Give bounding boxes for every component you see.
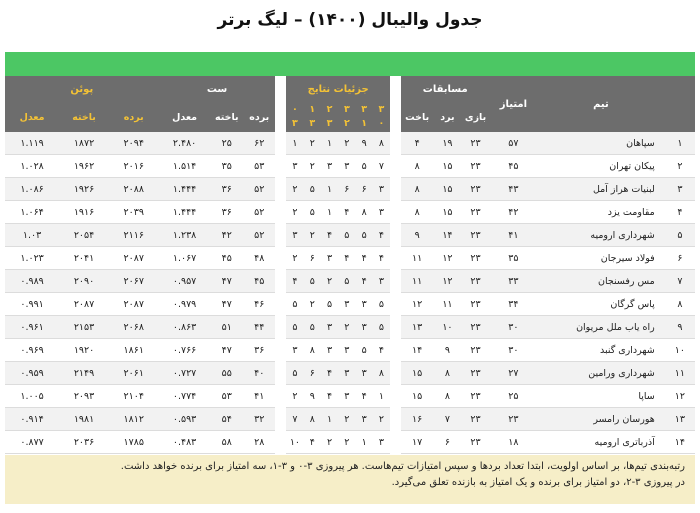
cell-pts-won: ۲۰۱۶ bbox=[109, 155, 159, 178]
cell-pts-won: ۲۰۳۹ bbox=[109, 201, 159, 224]
table-row bbox=[5, 316, 695, 339]
cell-r31: ۵ bbox=[356, 155, 373, 178]
cell-lost: ۱۲ bbox=[401, 293, 433, 316]
cell-r30: ۸ bbox=[373, 362, 390, 385]
sets-ratio-header: معدل bbox=[159, 102, 211, 132]
cell-sets-lost: ۵۸ bbox=[211, 431, 243, 454]
cell-pts-won: ۲۰۸۸ bbox=[109, 178, 159, 201]
table-row bbox=[5, 132, 695, 155]
cell-lost: ۱۷ bbox=[401, 431, 433, 454]
cell-r31: ۴ bbox=[356, 247, 373, 270]
cell-lost: ۱۳ bbox=[401, 316, 433, 339]
cell-r31: ۶ bbox=[356, 178, 373, 201]
team-header: تیم bbox=[537, 76, 665, 132]
cell-points: ۳۵ bbox=[490, 247, 538, 270]
cell-r30: ۳ bbox=[373, 201, 390, 224]
cell-pts-won: ۲۰۸۷ bbox=[109, 293, 159, 316]
cell-played: ۲۳ bbox=[461, 178, 489, 201]
cell-pts-won: ۲۰۶۱ bbox=[109, 362, 159, 385]
standings-table bbox=[5, 76, 695, 454]
cell-pts-lost: ۱۹۶۲ bbox=[59, 155, 109, 178]
cell-pts-ratio: ۱.۰۶۴ bbox=[5, 201, 59, 224]
cell-team: مس رفسنجان bbox=[537, 270, 665, 293]
rank-header bbox=[665, 76, 695, 132]
cell-pts-ratio: ۰.۹۶۹ bbox=[5, 339, 59, 362]
cell-r30: ۳ bbox=[373, 431, 390, 454]
cell-pts-lost: ۱۸۷۲ bbox=[59, 132, 109, 155]
cell-r32: ۵ bbox=[338, 270, 355, 293]
cell-points: ۳۰ bbox=[490, 316, 538, 339]
cell-r31: ۳ bbox=[356, 316, 373, 339]
cell-sets-won: ۴۴ bbox=[243, 316, 275, 339]
cell-points: ۳۳ bbox=[490, 270, 538, 293]
result-0-3-header: ۰ ۳ bbox=[286, 102, 303, 132]
sets-lost-header: باخته bbox=[211, 102, 243, 132]
header-accent-bar bbox=[5, 52, 695, 76]
cell-r32: ۲ bbox=[338, 316, 355, 339]
cell-sets-lost: ۴۷ bbox=[211, 339, 243, 362]
cell-r23: ۴ bbox=[321, 362, 338, 385]
cell-r23: ۴ bbox=[321, 385, 338, 408]
cell-pts-lost: ۲۱۵۳ bbox=[59, 316, 109, 339]
cell-r31: ۳ bbox=[356, 293, 373, 316]
cell-sets-lost: ۴۲ bbox=[211, 224, 243, 247]
ranking-note bbox=[5, 455, 695, 504]
cell-played: ۲۳ bbox=[461, 224, 489, 247]
cell-r13: ۲ bbox=[304, 132, 321, 155]
cell-team: لبنیات هراز آمل bbox=[537, 178, 665, 201]
cell-pts-lost: ۲۰۴۱ bbox=[59, 247, 109, 270]
note-line-1: رتبه‌بندی تیم‌ها، بر اساس اولویت، ابتدا تعداد بردها و سپس امتیازات تیم‌هاست. هر پیروزی ۳-۰ و ۳-۱، سه امتیاز برای برنده خواهد داشت. bbox=[120, 461, 685, 472]
cell-won: ۸ bbox=[433, 385, 461, 408]
cell-sets-ratio: ۱.۲۳۸ bbox=[159, 224, 211, 247]
cell-points: ۴۳ bbox=[490, 178, 538, 201]
cell-r30: ۵ bbox=[373, 316, 390, 339]
cell-r30: ۷ bbox=[373, 155, 390, 178]
cell-r13: ۴ bbox=[304, 431, 321, 454]
cell-team: پیکان تهران bbox=[537, 155, 665, 178]
cell-r13: ۲ bbox=[304, 224, 321, 247]
cell-pts-lost: ۲۰۸۷ bbox=[59, 293, 109, 316]
cell-played: ۲۳ bbox=[461, 431, 489, 454]
cell-pts-ratio: ۱.۰۳ bbox=[5, 224, 59, 247]
cell-rank: ۱ bbox=[665, 132, 695, 155]
cell-r03: ۲ bbox=[286, 247, 303, 270]
cell-r32: ۴ bbox=[338, 201, 355, 224]
cell-lost: ۱۱ bbox=[401, 247, 433, 270]
cell-won: ۱۴ bbox=[433, 224, 461, 247]
cell-r03: ۵ bbox=[286, 316, 303, 339]
cell-r31: ۵ bbox=[356, 224, 373, 247]
cell-pts-ratio: ۱.۰۲۳ bbox=[5, 247, 59, 270]
cell-sets-won: ۴۵ bbox=[243, 270, 275, 293]
cell-won: ۱۹ bbox=[433, 132, 461, 155]
cell-played: ۲۳ bbox=[461, 201, 489, 224]
cell-sets-ratio: ۰.۷۷۴ bbox=[159, 385, 211, 408]
note-line-2: در پیروزی ۳-۲، دو امتیاز برای برنده و یک امتیاز به بازنده تعلق می‌گیرد. bbox=[391, 477, 685, 488]
cell-points: ۲۵ bbox=[490, 385, 538, 408]
cell-sets-lost: ۵۴ bbox=[211, 408, 243, 431]
cell-r30: ۴ bbox=[373, 247, 390, 270]
cell-r23: ۱ bbox=[321, 201, 338, 224]
cell-pts-lost: ۲۱۴۹ bbox=[59, 362, 109, 385]
cell-pts-lost: ۲۰۹۰ bbox=[59, 270, 109, 293]
cell-pts-won: ۱۷۸۵ bbox=[109, 431, 159, 454]
cell-pts-won: ۱۸۱۲ bbox=[109, 408, 159, 431]
cell-team: سپاهان bbox=[537, 132, 665, 155]
cell-sets-lost: ۳۵ bbox=[211, 155, 243, 178]
cell-r32: ۴ bbox=[338, 247, 355, 270]
cell-r32: ۲ bbox=[338, 431, 355, 454]
cell-r13: ۶ bbox=[304, 247, 321, 270]
cell-pts-ratio: ۱.۰۰۵ bbox=[5, 385, 59, 408]
cell-rank: ۸ bbox=[665, 293, 695, 316]
table-row bbox=[5, 339, 695, 362]
cell-pts-ratio: ۰.۹۶۱ bbox=[5, 316, 59, 339]
cell-rank: ۳ bbox=[665, 178, 695, 201]
cell-r03: ۷ bbox=[286, 408, 303, 431]
cell-pts-ratio: ۰.۹۹۱ bbox=[5, 293, 59, 316]
cell-pts-won: ۲۰۹۴ bbox=[109, 132, 159, 155]
cell-team: ساپا bbox=[537, 385, 665, 408]
result-1-3-header: ۱ ۳ bbox=[304, 102, 321, 132]
cell-pts-won: ۱۸۶۱ bbox=[109, 339, 159, 362]
cell-sets-ratio: ۰.۷۶۶ bbox=[159, 339, 211, 362]
cell-r03: ۳ bbox=[286, 339, 303, 362]
cell-r03: ۲ bbox=[286, 178, 303, 201]
cell-sets-lost: ۴۵ bbox=[211, 247, 243, 270]
cell-sets-won: ۴۶ bbox=[243, 293, 275, 316]
cell-r31: ۹ bbox=[356, 132, 373, 155]
cell-rank: ۹ bbox=[665, 316, 695, 339]
cell-played: ۲۳ bbox=[461, 132, 489, 155]
cell-r23: ۵ bbox=[321, 293, 338, 316]
cell-r03: ۴ bbox=[286, 270, 303, 293]
table-row bbox=[5, 201, 695, 224]
cell-r30: ۲ bbox=[373, 408, 390, 431]
cell-won: ۸ bbox=[433, 362, 461, 385]
cell-played: ۲۳ bbox=[461, 155, 489, 178]
cell-sets-lost: ۵۵ bbox=[211, 362, 243, 385]
cell-pts-lost: ۱۹۲۶ bbox=[59, 178, 109, 201]
cell-r32: ۳ bbox=[338, 385, 355, 408]
cell-played: ۲۳ bbox=[461, 316, 489, 339]
cell-pts-ratio: ۱.۰۲۸ bbox=[5, 155, 59, 178]
cell-team: شهرداری ورامین bbox=[537, 362, 665, 385]
cell-pts-lost: ۱۹۲۰ bbox=[59, 339, 109, 362]
cell-sets-ratio: ۰.۵۹۳ bbox=[159, 408, 211, 431]
cell-played: ۲۳ bbox=[461, 247, 489, 270]
cell-r03: ۲ bbox=[286, 385, 303, 408]
cell-r03: ۱ bbox=[286, 132, 303, 155]
cell-r30: ۱ bbox=[373, 385, 390, 408]
cell-sets-ratio: ۲.۴۸۰ bbox=[159, 132, 211, 155]
cell-sets-ratio: ۰.۷۲۷ bbox=[159, 362, 211, 385]
cell-sets-won: ۵۲ bbox=[243, 224, 275, 247]
cell-team: شهرداری ارومیه bbox=[537, 224, 665, 247]
cell-rank: ۱۲ bbox=[665, 385, 695, 408]
cell-r30: ۵ bbox=[373, 293, 390, 316]
cell-played: ۲۳ bbox=[461, 339, 489, 362]
cell-r23: ۱ bbox=[321, 132, 338, 155]
cell-pts-ratio: ۰.۹۵۹ bbox=[5, 362, 59, 385]
cell-r13: ۲ bbox=[304, 293, 321, 316]
cell-team: مقاومت یزد bbox=[537, 201, 665, 224]
cell-won: ۱۵ bbox=[433, 155, 461, 178]
cell-r23: ۴ bbox=[321, 224, 338, 247]
cell-won: ۱۲ bbox=[433, 270, 461, 293]
cell-sets-won: ۶۲ bbox=[243, 132, 275, 155]
cell-sets-won: ۵۳ bbox=[243, 155, 275, 178]
header-row-top bbox=[5, 76, 695, 102]
cell-sets-lost: ۴۷ bbox=[211, 270, 243, 293]
cell-team: آذرباتری ارومیه bbox=[537, 431, 665, 454]
cell-r32: ۳ bbox=[338, 339, 355, 362]
lost-header: باخت bbox=[401, 102, 433, 132]
cell-sets-ratio: ۱.۴۴۴ bbox=[159, 201, 211, 224]
cell-lost: ۱۴ bbox=[401, 339, 433, 362]
cell-sets-ratio: ۰.۴۸۳ bbox=[159, 431, 211, 454]
cell-won: ۶ bbox=[433, 431, 461, 454]
cell-r23: ۲ bbox=[321, 270, 338, 293]
cell-r23: ۳ bbox=[321, 339, 338, 362]
cell-points: ۲۳ bbox=[490, 408, 538, 431]
cell-won: ۱۵ bbox=[433, 178, 461, 201]
cell-r31: ۴ bbox=[356, 270, 373, 293]
cell-team: شهرداری گنبد bbox=[537, 339, 665, 362]
cell-sets-won: ۲۸ bbox=[243, 431, 275, 454]
cell-sets-lost: ۲۵ bbox=[211, 132, 243, 155]
cell-sets-lost: ۵۳ bbox=[211, 385, 243, 408]
cell-played: ۲۳ bbox=[461, 408, 489, 431]
cell-r13: ۵ bbox=[304, 178, 321, 201]
cell-rank: ۱۴ bbox=[665, 431, 695, 454]
cell-sets-ratio: ۰.۹۷۹ bbox=[159, 293, 211, 316]
cell-team: راه یاب ملل مریوان bbox=[537, 316, 665, 339]
cell-pts-lost: ۲۰۵۴ bbox=[59, 224, 109, 247]
cell-r13: ۹ bbox=[304, 385, 321, 408]
page-title: جدول والیبال (۱۴۰۰) – لیگ برتر bbox=[217, 10, 483, 30]
standings-body bbox=[5, 132, 695, 454]
cell-r30: ۳ bbox=[373, 178, 390, 201]
cell-lost: ۱۶ bbox=[401, 408, 433, 431]
cell-pts-ratio: ۰.۹۸۹ bbox=[5, 270, 59, 293]
table-row bbox=[5, 431, 695, 454]
cell-pts-lost: ۲۰۳۶ bbox=[59, 431, 109, 454]
sets-won-header: برده bbox=[243, 102, 275, 132]
cell-lost: ۱۵ bbox=[401, 385, 433, 408]
cell-r30: ۳ bbox=[373, 270, 390, 293]
cell-r31: ۳ bbox=[356, 362, 373, 385]
cell-r13: ۲ bbox=[304, 155, 321, 178]
cell-sets-won: ۵۲ bbox=[243, 178, 275, 201]
cell-pts-won: ۲۰۸۷ bbox=[109, 247, 159, 270]
cell-r13: ۸ bbox=[304, 408, 321, 431]
result-3-2-header: ۳ ۲ bbox=[338, 102, 355, 132]
cell-r32: ۳ bbox=[338, 293, 355, 316]
result-details-header: جزئیات نتایج bbox=[286, 76, 390, 102]
cell-r32: ۳ bbox=[338, 155, 355, 178]
cell-lost: ۸ bbox=[401, 178, 433, 201]
cell-pts-won: ۲۰۶۷ bbox=[109, 270, 159, 293]
cell-r03: ۳ bbox=[286, 224, 303, 247]
cell-team: پاس گرگان bbox=[537, 293, 665, 316]
cell-played: ۲۳ bbox=[461, 362, 489, 385]
cell-r31: ۵ bbox=[356, 339, 373, 362]
pts-ratio-header: معدل bbox=[5, 102, 59, 132]
cell-r30: ۸ bbox=[373, 132, 390, 155]
cell-won: ۱۰ bbox=[433, 316, 461, 339]
cell-r23: ۳ bbox=[321, 155, 338, 178]
cell-points: ۴۲ bbox=[490, 201, 538, 224]
cell-r32: ۳ bbox=[338, 362, 355, 385]
table-row bbox=[5, 362, 695, 385]
cell-r30: ۴ bbox=[373, 224, 390, 247]
cell-lost: ۸ bbox=[401, 201, 433, 224]
result-2-3-header: ۲ ۳ bbox=[321, 102, 338, 132]
cell-pts-ratio: ۰.۹۱۴ bbox=[5, 408, 59, 431]
cell-sets-ratio: ۰.۸۶۳ bbox=[159, 316, 211, 339]
cell-won: ۷ bbox=[433, 408, 461, 431]
cell-points: ۳۰ bbox=[490, 339, 538, 362]
cell-points: ۵۷ bbox=[490, 132, 538, 155]
table-row bbox=[5, 224, 695, 247]
points-scored-header: پوئن bbox=[5, 76, 159, 102]
result-3-1-header: ۳ ۱ bbox=[356, 102, 373, 132]
cell-team: فولاد سیرجان bbox=[537, 247, 665, 270]
cell-sets-won: ۳۲ bbox=[243, 408, 275, 431]
cell-r03: ۵ bbox=[286, 362, 303, 385]
cell-lost: ۸ bbox=[401, 155, 433, 178]
cell-pts-lost: ۲۰۹۳ bbox=[59, 385, 109, 408]
cell-rank: ۱۱ bbox=[665, 362, 695, 385]
cell-sets-won: ۴۸ bbox=[243, 247, 275, 270]
cell-pts-won: ۲۱۰۴ bbox=[109, 385, 159, 408]
cell-sets-ratio: ۱.۴۴۴ bbox=[159, 178, 211, 201]
cell-rank: ۷ bbox=[665, 270, 695, 293]
cell-played: ۲۳ bbox=[461, 293, 489, 316]
table-row bbox=[5, 408, 695, 431]
table-row bbox=[5, 385, 695, 408]
cell-r13: ۵ bbox=[304, 270, 321, 293]
matches-header: مسابقات bbox=[401, 76, 490, 102]
cell-r23: ۲ bbox=[321, 431, 338, 454]
played-header: بازی bbox=[461, 102, 489, 132]
cell-pts-lost: ۱۹۱۶ bbox=[59, 201, 109, 224]
cell-rank: ۴ bbox=[665, 201, 695, 224]
cell-pts-ratio: ۱.۱۱۹ bbox=[5, 132, 59, 155]
cell-lost: ۴ bbox=[401, 132, 433, 155]
cell-sets-ratio: ۱.۵۱۴ bbox=[159, 155, 211, 178]
cell-r13: ۸ bbox=[304, 339, 321, 362]
cell-r03: ۱۰ bbox=[286, 431, 303, 454]
cell-won: ۹ bbox=[433, 339, 461, 362]
cell-r03: ۵ bbox=[286, 293, 303, 316]
cell-pts-ratio: ۱.۰۸۶ bbox=[5, 178, 59, 201]
cell-r13: ۶ bbox=[304, 362, 321, 385]
cell-team: هورسان رامسر bbox=[537, 408, 665, 431]
cell-sets-ratio: ۰.۹۵۷ bbox=[159, 270, 211, 293]
cell-r32: ۲ bbox=[338, 132, 355, 155]
cell-lost: ۱۵ bbox=[401, 362, 433, 385]
cell-points: ۲۷ bbox=[490, 362, 538, 385]
table-row bbox=[5, 178, 695, 201]
cell-sets-won: ۴۱ bbox=[243, 385, 275, 408]
cell-rank: ۶ bbox=[665, 247, 695, 270]
cell-sets-won: ۵۲ bbox=[243, 201, 275, 224]
sets-header: ست bbox=[159, 76, 276, 102]
cell-sets-lost: ۴۷ bbox=[211, 293, 243, 316]
cell-lost: ۱۱ bbox=[401, 270, 433, 293]
cell-r13: ۵ bbox=[304, 316, 321, 339]
cell-r31: ۱ bbox=[356, 431, 373, 454]
cell-rank: ۵ bbox=[665, 224, 695, 247]
cell-r32: ۲ bbox=[338, 408, 355, 431]
cell-points: ۴۱ bbox=[490, 224, 538, 247]
cell-pts-won: ۲۰۶۸ bbox=[109, 316, 159, 339]
cell-pts-won: ۲۱۱۶ bbox=[109, 224, 159, 247]
points-header: امتیاز bbox=[490, 76, 538, 132]
cell-played: ۲۳ bbox=[461, 385, 489, 408]
cell-points: ۳۴ bbox=[490, 293, 538, 316]
cell-r23: ۱ bbox=[321, 178, 338, 201]
cell-r32: ۵ bbox=[338, 224, 355, 247]
cell-rank: ۱۰ bbox=[665, 339, 695, 362]
cell-r31: ۳ bbox=[356, 408, 373, 431]
cell-pts-lost: ۱۹۸۱ bbox=[59, 408, 109, 431]
cell-rank: ۲ bbox=[665, 155, 695, 178]
cell-r13: ۵ bbox=[304, 201, 321, 224]
cell-points: ۱۸ bbox=[490, 431, 538, 454]
cell-r03: ۲ bbox=[286, 201, 303, 224]
cell-r23: ۱ bbox=[321, 408, 338, 431]
cell-sets-lost: ۳۶ bbox=[211, 178, 243, 201]
won-header: برد bbox=[433, 102, 461, 132]
cell-rank: ۱۳ bbox=[665, 408, 695, 431]
cell-r23: ۳ bbox=[321, 247, 338, 270]
pts-lost-header: باخته bbox=[59, 102, 109, 132]
cell-sets-won: ۳۶ bbox=[243, 339, 275, 362]
cell-sets-won: ۴۰ bbox=[243, 362, 275, 385]
cell-r32: ۶ bbox=[338, 178, 355, 201]
cell-won: ۱۲ bbox=[433, 247, 461, 270]
cell-r30: ۴ bbox=[373, 339, 390, 362]
table-row bbox=[5, 270, 695, 293]
cell-pts-ratio: ۰.۸۷۷ bbox=[5, 431, 59, 454]
cell-lost: ۹ bbox=[401, 224, 433, 247]
table-row bbox=[5, 247, 695, 270]
cell-sets-ratio: ۱.۰۶۷ bbox=[159, 247, 211, 270]
table-row bbox=[5, 155, 695, 178]
table-row bbox=[5, 293, 695, 316]
cell-r23: ۳ bbox=[321, 316, 338, 339]
pts-won-header: برده bbox=[109, 102, 159, 132]
cell-points: ۴۵ bbox=[490, 155, 538, 178]
cell-r03: ۳ bbox=[286, 155, 303, 178]
cell-sets-lost: ۵۱ bbox=[211, 316, 243, 339]
cell-r31: ۸ bbox=[356, 201, 373, 224]
cell-won: ۱۱ bbox=[433, 293, 461, 316]
cell-won: ۱۵ bbox=[433, 201, 461, 224]
result-3-0-header: ۳ ۰ bbox=[373, 102, 390, 132]
cell-played: ۲۳ bbox=[461, 270, 489, 293]
cell-sets-lost: ۳۶ bbox=[211, 201, 243, 224]
cell-r31: ۴ bbox=[356, 385, 373, 408]
